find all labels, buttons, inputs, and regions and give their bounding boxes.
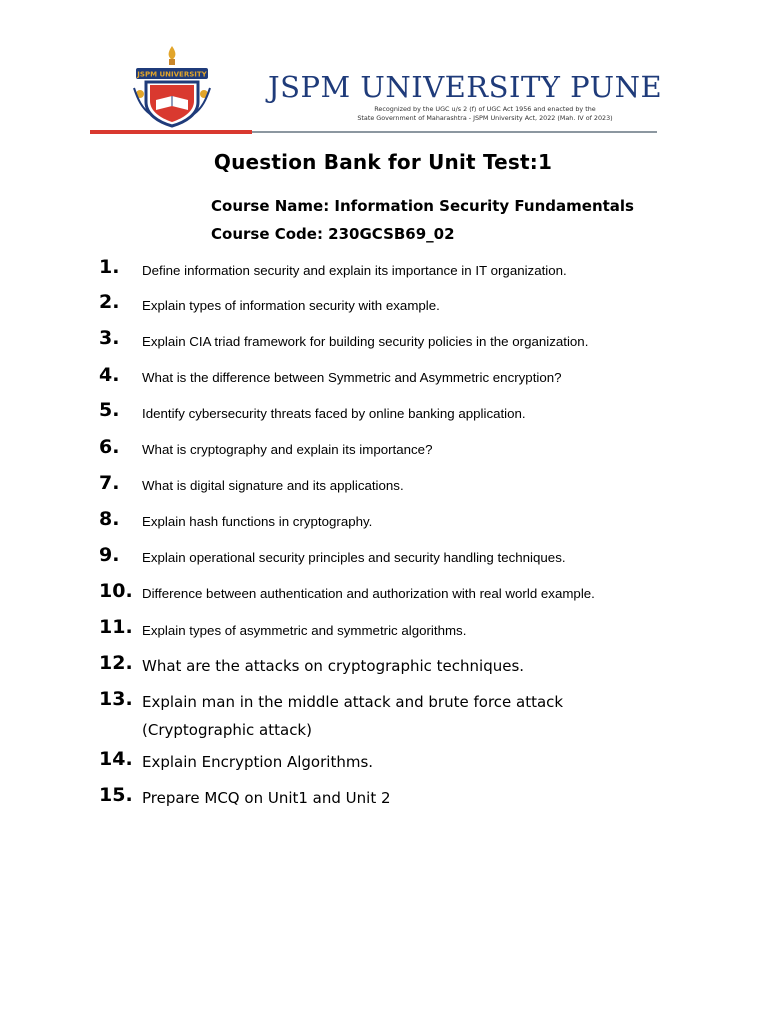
question-number: 5. (99, 399, 120, 421)
question-number: 10. (99, 580, 133, 602)
question-number: 6. (99, 436, 120, 458)
question-number: 4. (99, 364, 120, 386)
recognition-line-1: Recognized by the UGC u/s 2 (f) of UGC Act 1956 and enacted by the (374, 105, 596, 113)
university-crest-logo (132, 44, 212, 128)
question-number: 3. (99, 327, 120, 349)
question-text: What is the difference between Symmetric and Asymmetric encryption? (142, 370, 562, 385)
question-number: 7. (99, 472, 120, 494)
university-name: JSPM UNIVERSITY PUNE (268, 70, 663, 104)
question-number: 12. (99, 652, 133, 674)
question-number: 15. (99, 784, 133, 806)
question-text: Identify cybersecurity threats faced by online banking application. (142, 406, 526, 421)
question-text: What are the attacks on cryptographic techniques. (142, 657, 525, 675)
question-number: 13. (99, 688, 133, 710)
crest-label: JSPM UNIVERSITY (137, 70, 207, 79)
question-number: 14. (99, 748, 133, 770)
question-text: Define information security and explain its importance in IT organization. (142, 263, 567, 278)
question-text: Explain types of information security with example. (142, 298, 440, 313)
question-text: Prepare MCQ on Unit1 and Unit 2 (142, 789, 391, 807)
question-text: Difference between authentication and authorization with real world example. (142, 586, 595, 601)
letterhead (90, 40, 663, 136)
document-title-text: Question Bank for Unit Test:1 (213, 150, 553, 174)
question-text: Explain hash functions in cryptography. (142, 514, 373, 529)
document-title (0, 150, 768, 174)
question-text: What is cryptography and explain its importance? (142, 442, 433, 457)
question-number: 9. (99, 544, 120, 566)
course-name: Course Name: Information Security Fundamentals (211, 197, 634, 215)
question-text: Explain CIA triad framework for building security policies in the organization. (142, 334, 589, 349)
crest-icon (132, 44, 212, 128)
question-number: 2. (99, 291, 120, 313)
header-divider-red (90, 130, 252, 134)
question-number: 1. (99, 256, 120, 278)
question-text: What is digital signature and its applications. (142, 478, 404, 493)
header-divider-gray (252, 131, 657, 133)
question-text: Explain Encryption Algorithms. (142, 753, 374, 771)
recognition-line-2: State Government of Maharashtra - JSPM University Act, 2022 (Mah. IV of 2023) (357, 114, 613, 122)
question-number: 11. (99, 616, 133, 638)
question-text: Explain operational security principles and security handling techniques. (142, 550, 566, 565)
question-text: Explain man in the middle attack and brute force attack (Cryptographic attack) (142, 693, 564, 739)
recognition-text (320, 105, 650, 123)
course-code: Course Code: 230GCSB69_02 (211, 225, 455, 243)
question-number: 8. (99, 508, 120, 530)
question-text: Explain types of asymmetric and symmetric algorithms. (142, 623, 467, 638)
